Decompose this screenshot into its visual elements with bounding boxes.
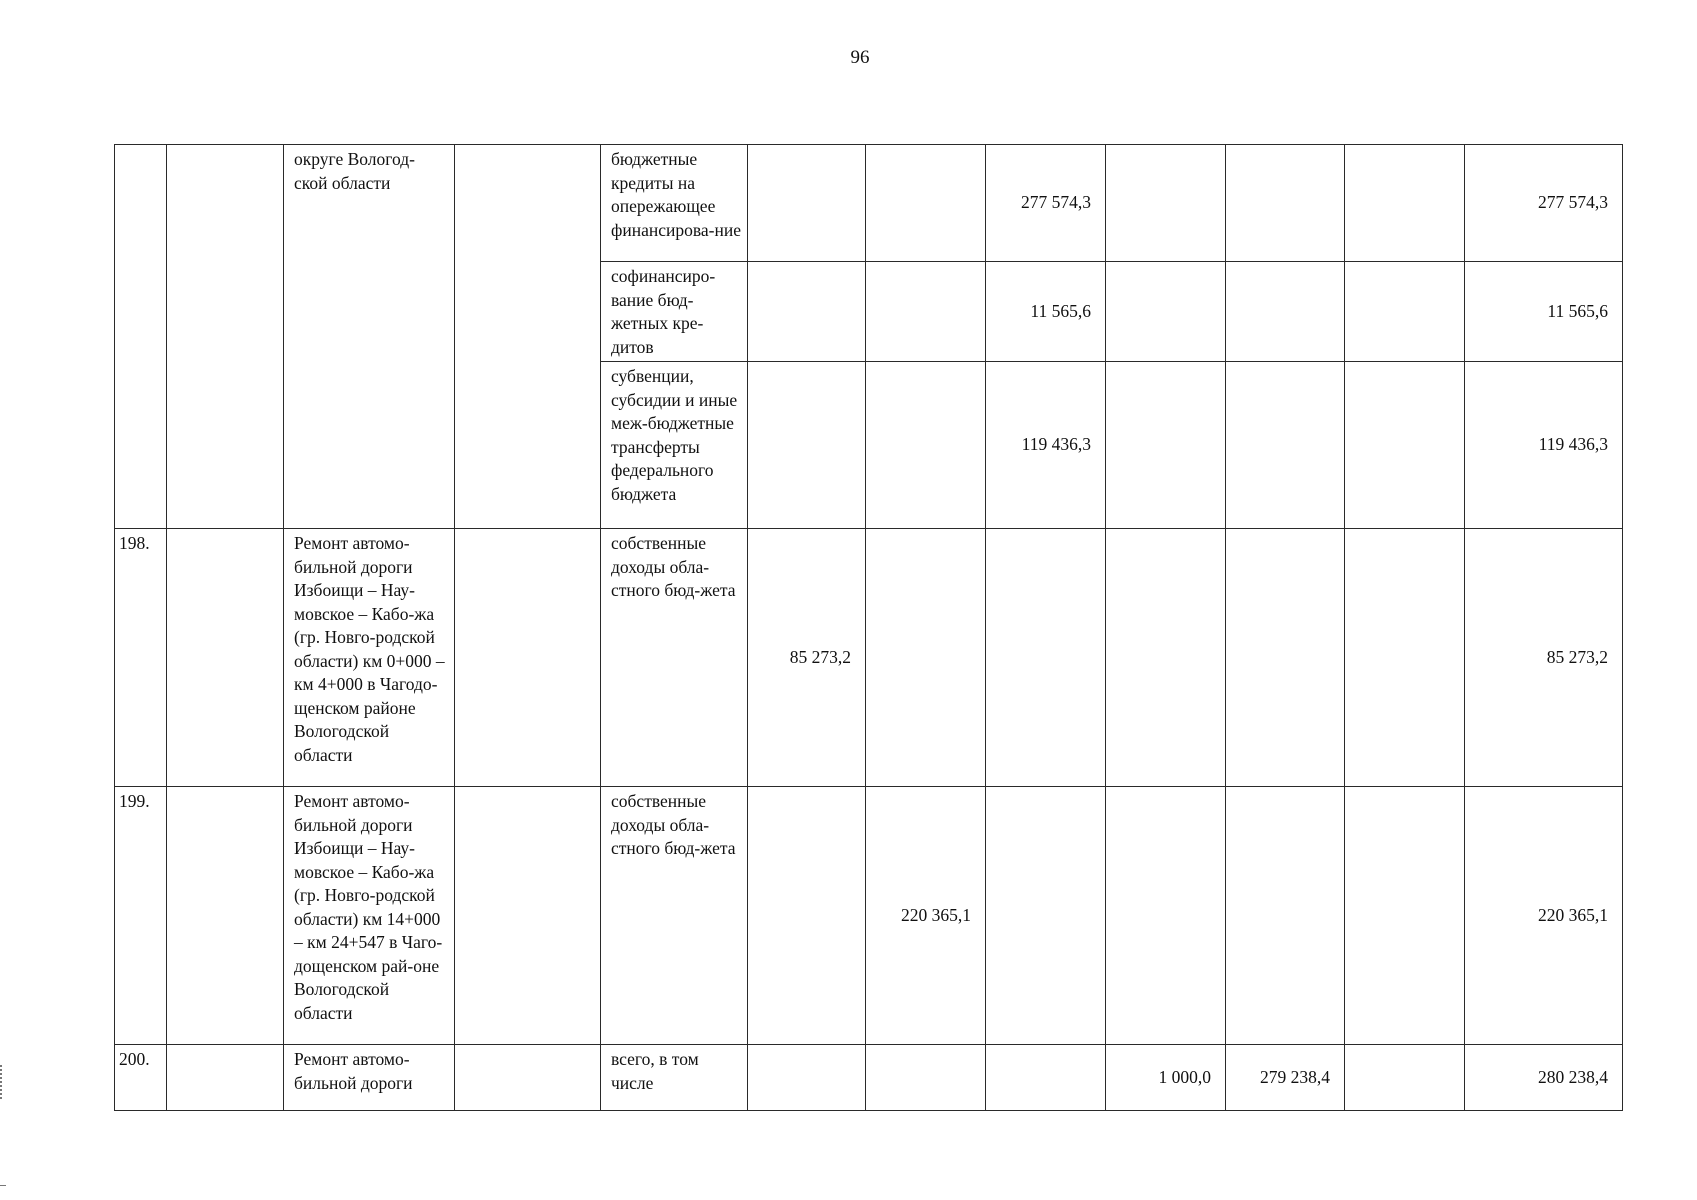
total-cell: 119 436,3 [1465,362,1623,529]
amount-cell [1345,1045,1465,1111]
funding-source-cell: собственные доходы обла-стного бюд-жета [601,787,748,1045]
funding-source-cell: софинансиро-вание бюд-жетных кре-дитов [601,262,748,362]
amount-cell [748,362,866,529]
amount-cell: 85 273,2 [748,529,866,787]
total-cell: 11 565,6 [1465,262,1623,362]
amount-cell [986,1045,1106,1111]
code-cell [167,145,284,529]
funding-source-cell: бюджетные кредиты на опережающее финансирова-ние [601,145,748,262]
scan-margin-mark [0,1065,5,1099]
table-row [115,145,1623,262]
amount-cell [1106,362,1226,529]
code-cell [167,529,284,787]
amount-cell [1226,787,1345,1045]
amount-cell: 119 436,3 [986,362,1106,529]
amount-cell [1106,145,1226,262]
table-row [115,529,1623,787]
amount-cell [1345,529,1465,787]
executor-cell [455,529,601,787]
executor-cell [455,787,601,1045]
row-number-cell: 200. [115,1045,167,1111]
total-cell: 277 574,3 [1465,145,1623,262]
object-name-cell: Ремонт автомо-бильной дороги Избоищи – Нау-мовское – Кабо-жа (гр. Новго-родской области) км 14+000 – км 24+547 в Чаго-дощенском рай-оне Вологодской области [284,787,455,1045]
row-number-cell: 198. [115,529,167,787]
funding-source-cell: собственные доходы обла-стного бюд-жета [601,529,748,787]
amount-cell [986,529,1106,787]
row-number-cell [115,145,167,529]
amount-cell [1345,787,1465,1045]
object-name-cell: Ремонт автомо-бильной дороги [284,1045,455,1111]
amount-cell [1345,145,1465,262]
amount-cell [748,1045,866,1111]
executor-cell [455,145,601,529]
funding-source-cell: субвенции, субсидии и иные меж-бюджетные трансферты федерального бюджета [601,362,748,529]
scan-margin-dash [0,1185,6,1186]
amount-cell [1345,362,1465,529]
amount-cell [1345,262,1465,362]
amount-cell [748,145,866,262]
code-cell [167,1045,284,1111]
table-row [115,1045,1623,1111]
code-cell [167,787,284,1045]
total-cell: 280 238,4 [1465,1045,1623,1111]
amount-cell [986,787,1106,1045]
amount-cell [1106,787,1226,1045]
object-name-cell: Ремонт автомо-бильной дороги Избоищи – Нау-мовское – Кабо-жа (гр. Новго-родской области) км 0+000 – км 4+000 в Чагодо-щенском районе Вологодской области [284,529,455,787]
amount-cell [1226,262,1345,362]
total-cell: 85 273,2 [1465,529,1623,787]
executor-cell [455,1045,601,1111]
amount-cell [1226,362,1345,529]
amount-cell [866,1045,986,1111]
amount-cell: 1 000,0 [1106,1045,1226,1111]
amount-cell [1226,145,1345,262]
amount-cell [748,787,866,1045]
amount-cell: 279 238,4 [1226,1045,1345,1111]
amount-cell: 277 574,3 [986,145,1106,262]
table-row [115,787,1623,1045]
object-name-cell: округе Вологод-ской области [284,145,455,529]
amount-cell [748,262,866,362]
amount-cell [866,145,986,262]
budget-table [114,144,1623,1111]
amount-cell [1106,262,1226,362]
amount-cell [1106,529,1226,787]
amount-cell [866,529,986,787]
amount-cell: 220 365,1 [866,787,986,1045]
page-number: 96 [850,47,870,68]
funding-source-cell: всего, в том числе [601,1045,748,1111]
row-number-cell: 199. [115,787,167,1045]
amount-cell: 11 565,6 [986,262,1106,362]
amount-cell [866,362,986,529]
total-cell: 220 365,1 [1465,787,1623,1045]
amount-cell [866,262,986,362]
amount-cell [1226,529,1345,787]
